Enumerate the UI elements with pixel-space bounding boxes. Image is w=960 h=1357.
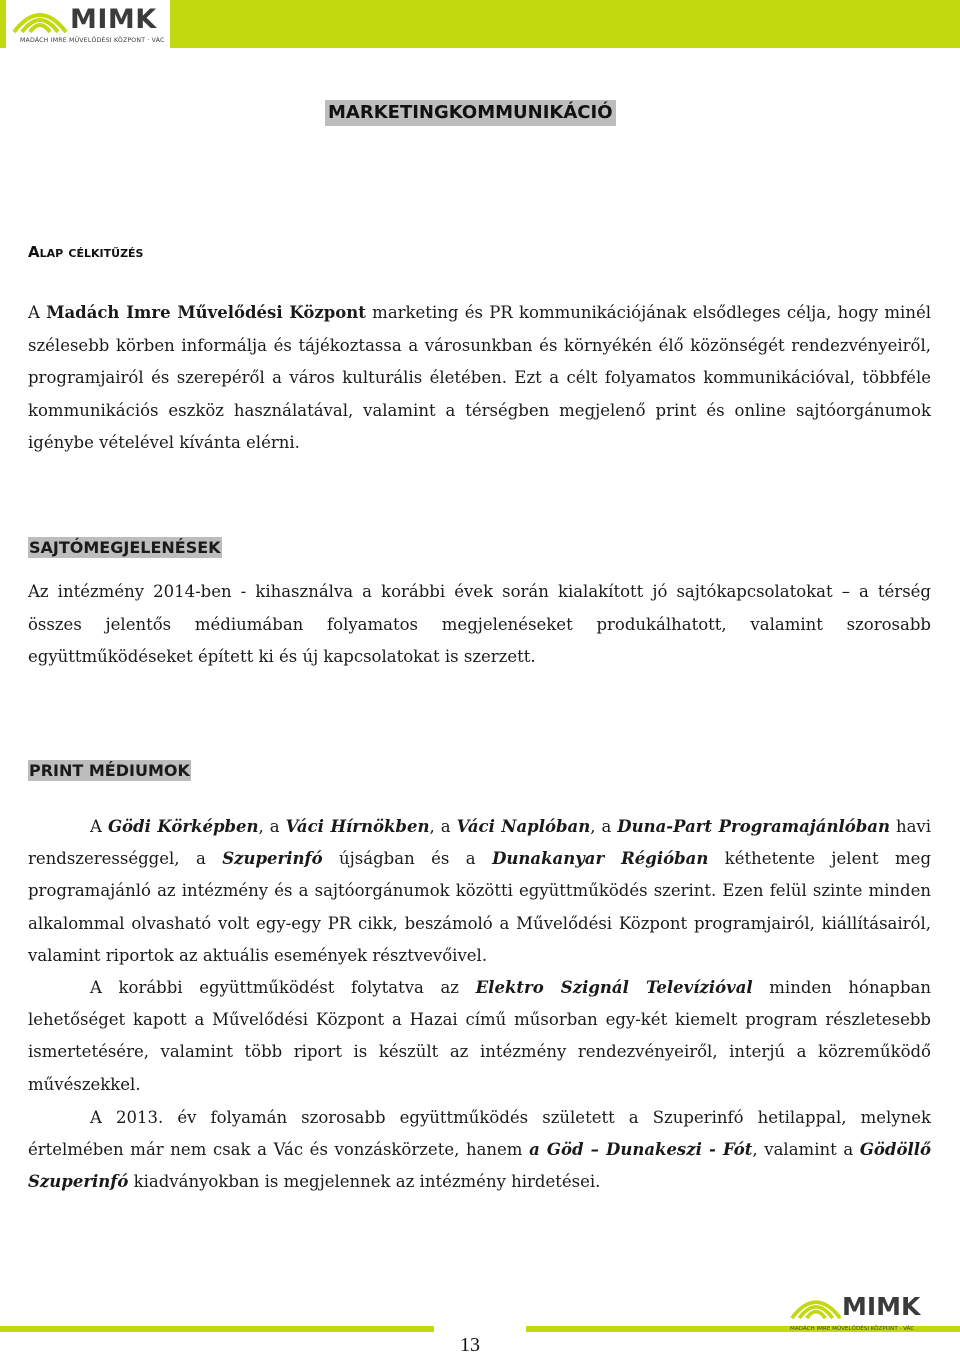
footer-logo-text: MIMK bbox=[842, 1292, 921, 1321]
heading-alap-celkituzes: Alap célkitűzés bbox=[28, 243, 144, 261]
text-run: , a bbox=[590, 817, 618, 836]
heading-print-mediumok bbox=[28, 754, 191, 782]
text-run: , a bbox=[429, 817, 457, 836]
text-run: , a bbox=[258, 817, 286, 836]
header-logo bbox=[6, 0, 170, 48]
media-name: Gödöllő Szuperinfó bbox=[28, 1140, 931, 1192]
footer-logo bbox=[790, 1290, 940, 1338]
text-run: minden hónapban lehetőséget kapott a Művelődési Központ a Hazai című műsorban egy-két kiemelt program részletesebb ismertetésére, valamint több riport is készült az intézmény rendezvényeiről, interjú a közreműködő művészekkel. bbox=[28, 978, 932, 1094]
text-run: A bbox=[28, 303, 47, 322]
logo-text: MIMK bbox=[70, 4, 157, 35]
paragraph-print-1 bbox=[28, 811, 931, 972]
media-name: Dunakanyar Régióban bbox=[492, 849, 709, 869]
logo-swoosh-icon bbox=[12, 2, 68, 36]
text-run: A bbox=[90, 817, 108, 836]
heading-text: SAJTÓMEGJELENÉSEK bbox=[29, 538, 221, 557]
footer-page-box bbox=[434, 1326, 526, 1356]
media-name: Elektro Szignál Televízióval bbox=[475, 978, 753, 997]
media-name: Szuperinfó bbox=[222, 849, 323, 869]
text-run: A korábbi együttműködést folytatva az bbox=[90, 978, 476, 997]
text-run: újságban és a bbox=[322, 849, 493, 869]
paragraph-print-2 bbox=[28, 972, 931, 1101]
page-number: 13 bbox=[460, 1334, 480, 1356]
paragraph-sajto: Az intézmény 2014-ben - kihasználva a korábbi évek során kialakított jó sajtókapcsolatokat – a térség összes jelentős médiumában folyamatos megjelenéseket produkálhatott, valamint szorosabb együttműködéseket épített ki és új kapcsolatokat is szerzett. bbox=[28, 582, 931, 667]
heading-text: PRINT MÉDIUMOK bbox=[29, 761, 190, 780]
text-run: , valamint a bbox=[752, 1140, 860, 1160]
media-name: a Göd – Dunakeszi - Fót bbox=[529, 1140, 753, 1160]
text-run: A 2013. év folyamán szorosabb együttműködés született a Szuperinfó hetilappal, melynek értelmében már nem csak a Vác és vonzáskörzete, hanem bbox=[28, 1108, 931, 1160]
paragraph-alap bbox=[28, 297, 931, 460]
media-name: Duna-Part Programajánlóban bbox=[617, 817, 890, 836]
text-run: kiadványokban is megjelennek az intézmény hirdetései. bbox=[128, 1172, 601, 1192]
text-run: havi rendszerességgel, a bbox=[28, 817, 932, 869]
media-name: Gödi Körképben bbox=[107, 817, 259, 836]
text-run: kéthetente jelent meg programajánló az intézmény és a sajtóorgánumok közötti együttműködés szerint. Ezen felül szinte minden alkalommal olvasható volt egy-egy PR cikk, beszámoló a Művelődési Központ programjairól, kiállításairól, valamint riportok az aktuális események résztvevőivel. bbox=[28, 849, 932, 965]
heading-sajtomegjelenesek bbox=[28, 531, 222, 559]
logo-subtitle: MADÁCH IMRE MŰVELŐDÉSI KÖZPONT · VÁC bbox=[20, 37, 165, 44]
footer-logo-subtitle: MADÁCH IMRE MŰVELŐDÉSI KÖZPONT · VÁC bbox=[790, 1326, 915, 1332]
logo-swoosh-icon bbox=[790, 1290, 842, 1322]
paragraph-print-3 bbox=[28, 1102, 931, 1199]
media-name: Váci Naplóban bbox=[456, 817, 591, 836]
page-title: MARKETINGKOMMUNIKÁCIÓ bbox=[325, 100, 616, 126]
institution-name: Madách Imre Művelődési Központ bbox=[46, 303, 366, 322]
media-name: Váci Hírnökben bbox=[285, 817, 430, 836]
text-run: marketing és PR kommunikációjának elsődleges célja, hogy minél szélesebb körben informálja és tájékoztassa a városunkban és környékén élő közönségét rendezvényeiről, programjairól és szerepéről a város kulturális életében. Ezt a célt folyamatos kommunikációval, többféle kommunikációs eszköz használatával, valamint a térségben megjelenő print és online sajtóorgánumok igénybe vételével kívánta elérni. bbox=[28, 303, 931, 453]
